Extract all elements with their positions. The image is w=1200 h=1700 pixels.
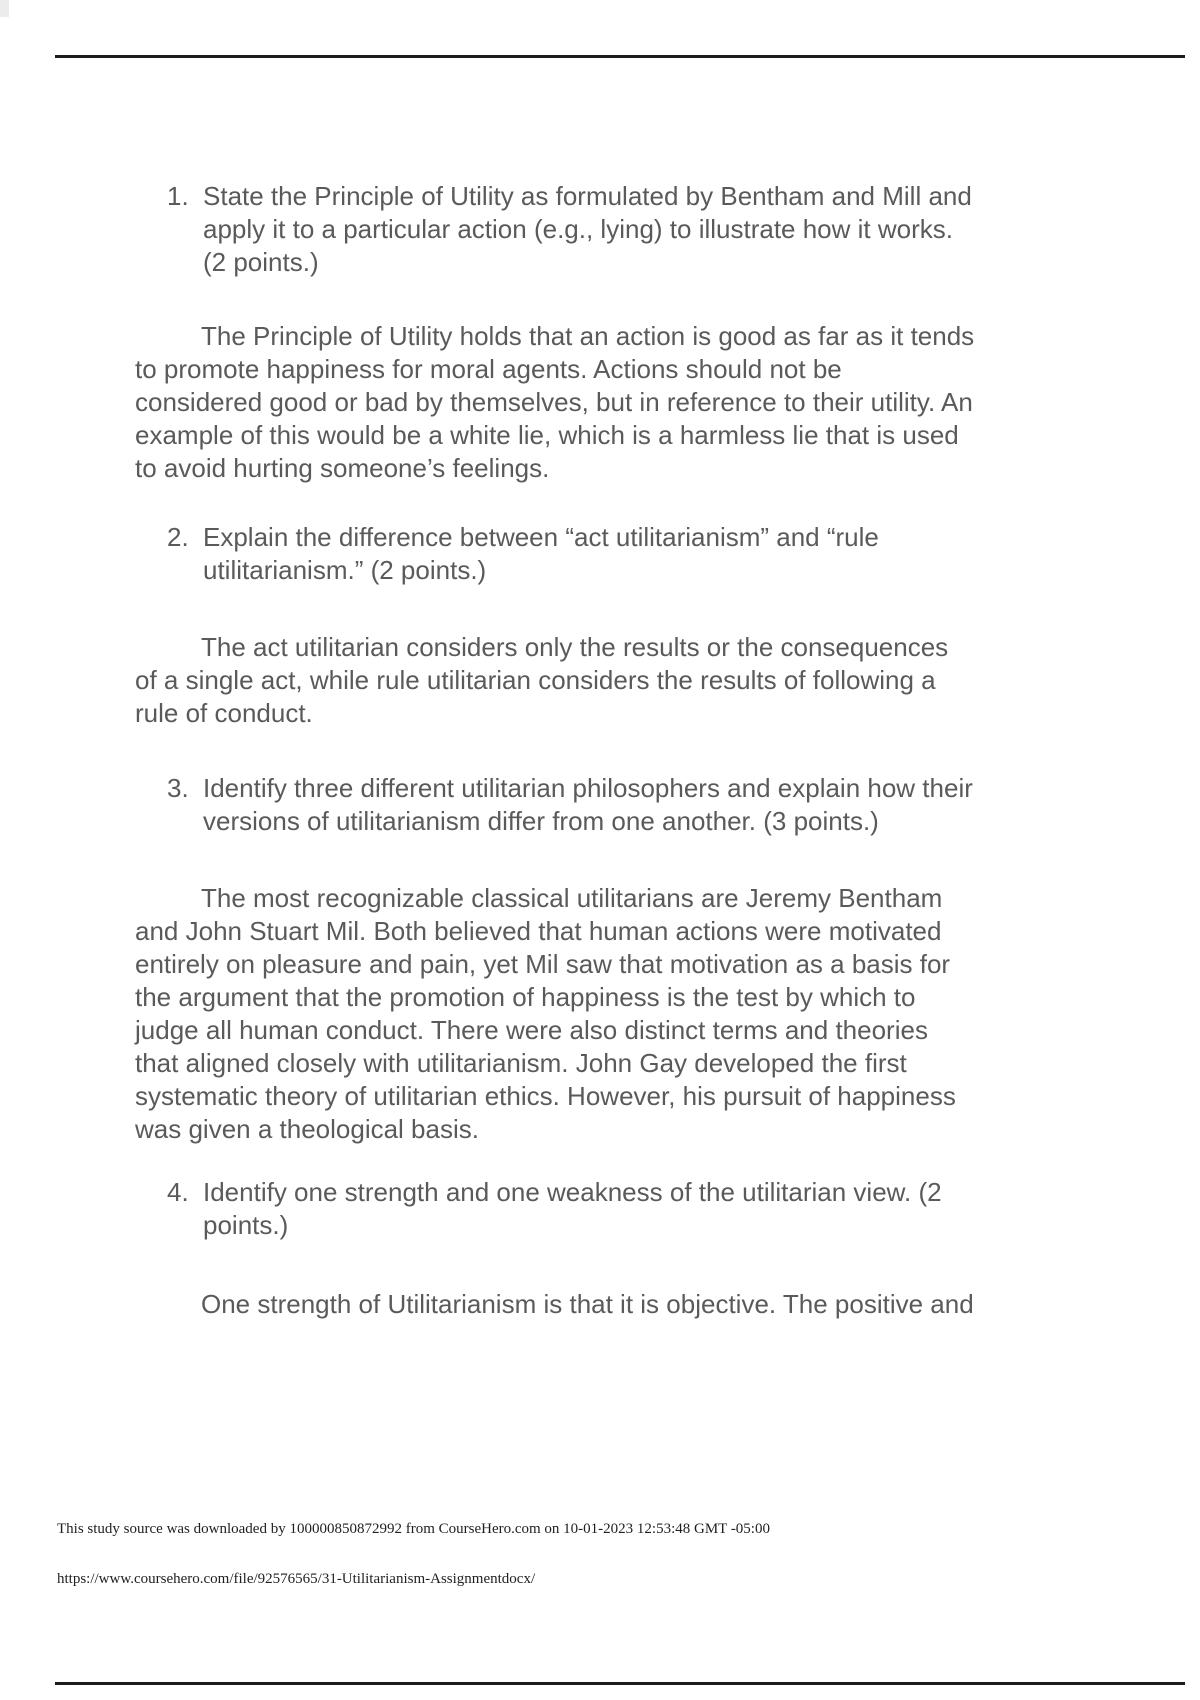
answer-4	[135, 1288, 974, 1321]
text-line: One strength of Utilitarianism is that it is objective. The positive and	[201, 1289, 974, 1319]
text-line: (2 points.)	[203, 247, 319, 277]
answer-2	[135, 631, 948, 730]
question-4	[167, 1176, 942, 1242]
text-line: points.)	[203, 1210, 289, 1240]
question-4-number: 4.	[167, 1177, 189, 1207]
text-line: of a single act, while rule utilitarian considers the results of following a	[135, 665, 936, 695]
question-2-number: 2.	[167, 522, 189, 552]
question-3-number: 3.	[167, 773, 189, 803]
text-line: entirely on pleasure and pain, yet Mil saw that motivation as a basis for	[135, 949, 951, 979]
question-1-number: 1.	[167, 181, 189, 211]
question-3	[167, 772, 973, 838]
text-line: versions of utilitarianism differ from one another. (3 points.)	[203, 806, 879, 836]
text-line: and John Stuart Mil. Both believed that human actions were motivated	[135, 916, 942, 946]
text-line: Explain the difference between “act utilitarianism” and “rule	[203, 522, 879, 552]
text-line: The Principle of Utility holds that an action is good as far as it tends	[201, 321, 975, 351]
text-line: The most recognizable classical utilitarians are Jeremy Bentham	[201, 883, 943, 913]
download-attribution: This study source was downloaded by 100000850872992 from CourseHero.com on 10-01-2023 12:53:48 GMT -05:00	[57, 1521, 770, 1537]
text-line: Identify one strength and one weakness of the utilitarian view. (2	[203, 1177, 942, 1207]
text-line: Identify three different utilitarian philosophers and explain how their	[203, 773, 973, 803]
text-line: judge all human conduct. There were also distinct terms and theories	[135, 1015, 928, 1045]
text-line: the argument that the promotion of happiness is the test by which to	[135, 982, 916, 1012]
text-line: to promote happiness for moral agents. Actions should not be	[135, 354, 842, 384]
scan-artifact	[0, 0, 9, 17]
text-line: was given a theological basis.	[135, 1114, 479, 1144]
text-line: that aligned closely with utilitarianism. John Gay developed the first	[135, 1048, 907, 1078]
question-2-text	[203, 521, 879, 587]
text-line: systematic theory of utilitarian ethics. However, his pursuit of happiness	[135, 1081, 956, 1111]
text-line: considered good or bad by themselves, but in reference to their utility. An	[135, 387, 973, 417]
question-1-text	[203, 180, 972, 279]
text-line: rule of conduct.	[135, 698, 313, 728]
bottom-rule	[55, 1682, 1185, 1685]
question-3-text	[203, 772, 973, 838]
question-2	[167, 521, 879, 587]
source-url: https://www.coursehero.com/file/92576565/31-Utilitarianism-Assignmentdocx/	[57, 1571, 536, 1587]
answer-1	[135, 320, 974, 485]
text-line: to avoid hurting someone’s feelings.	[135, 453, 550, 483]
text-line: State the Principle of Utility as formulated by Bentham and Mill and	[203, 181, 972, 211]
question-1	[167, 180, 972, 279]
text-line: example of this would be a white lie, which is a harmless lie that is used	[135, 420, 959, 450]
top-rule	[55, 55, 1185, 58]
text-line: The act utilitarian considers only the results or the consequences	[201, 632, 949, 662]
text-line: apply it to a particular action (e.g., lying) to illustrate how it works.	[203, 214, 953, 244]
question-4-text	[203, 1176, 942, 1242]
text-line: utilitarianism.” (2 points.)	[203, 555, 487, 585]
answer-3	[135, 882, 956, 1146]
